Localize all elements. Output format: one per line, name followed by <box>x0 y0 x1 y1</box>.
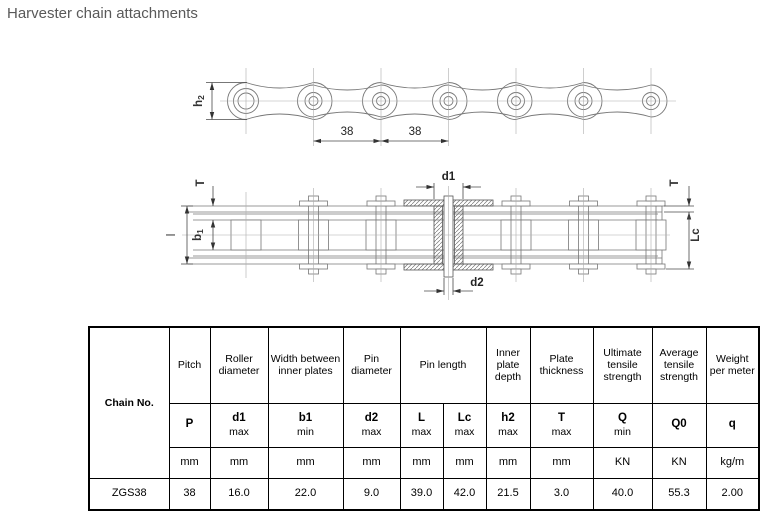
header-pin-length: Pin length <box>400 327 486 403</box>
side-view-centerlines <box>220 68 676 146</box>
chain-no-header: Chain No. <box>89 327 169 478</box>
spec-table <box>88 326 760 511</box>
T-right-label: T <box>669 179 681 187</box>
page-title: Harvester chain attachments <box>7 5 198 22</box>
chain-plan-view <box>182 186 670 300</box>
svg-text:h2: h2 <box>193 95 206 107</box>
header-pin-diameter: Pin diameter <box>343 327 400 403</box>
value-T: 3.0 <box>530 478 593 510</box>
value-h2: 21.5 <box>486 478 530 510</box>
value-Q: 40.0 <box>593 478 652 510</box>
dim-d2 <box>424 277 484 295</box>
dim-Lc <box>666 212 702 269</box>
pitch-dim-2: 38 <box>408 126 422 138</box>
symbol-d2: d2 max <box>343 403 400 447</box>
header-width-between-inner-plates: Width between inner plates <box>268 327 343 403</box>
pitch-dim-1: 38 <box>340 126 354 138</box>
value-width: 22.0 <box>268 478 343 510</box>
dim-T-left <box>195 179 215 206</box>
h2-label: h <box>193 99 205 107</box>
symbol-T: T max <box>530 403 593 447</box>
unit-T: mm <box>530 447 593 478</box>
symbol-L: L max <box>400 403 443 447</box>
unit-roller-diameter: mm <box>210 447 268 478</box>
T-left-label: T <box>195 179 207 187</box>
l-label: l <box>166 233 178 237</box>
unit-h2: mm <box>486 447 530 478</box>
unit-Q: KN <box>593 447 652 478</box>
unit-Q0: KN <box>652 447 706 478</box>
header-ultimate-tensile-strength: Ultimate tensile strength <box>593 327 652 403</box>
value-q: 2.00 <box>706 478 759 510</box>
symbol-h2: h2 max <box>486 403 530 447</box>
dim-T-right <box>664 179 694 219</box>
unit-pin-diameter: mm <box>343 447 400 478</box>
symbol-Q0: Q0 <box>652 403 706 447</box>
value-Lc: 42.0 <box>443 478 486 510</box>
value-L: 39.0 <box>400 478 443 510</box>
Lc-label: Lc <box>690 228 702 242</box>
unit-L: mm <box>400 447 443 478</box>
header-average-tensile-strength: Average tensile strength <box>652 327 706 403</box>
value-roller-diameter: 16.0 <box>210 478 268 510</box>
d2-label: d2 <box>470 277 484 289</box>
d1-label: d1 <box>441 171 456 183</box>
header-roller-diameter: Roller diameter <box>210 327 268 403</box>
value-Q0: 55.3 <box>652 478 706 510</box>
header-inner-plate-depth: Inner plate depth <box>486 327 530 403</box>
unit-pitch: mm <box>169 447 210 478</box>
symbol-Lc: Lc max <box>443 403 486 447</box>
unit-Lc: mm <box>443 447 486 478</box>
svg-text:b1: b1 <box>192 229 205 241</box>
header-pitch: Pitch <box>169 327 210 403</box>
unit-width: mm <box>268 447 343 478</box>
symbol-b1: b1 min <box>268 403 343 447</box>
header-weight-per-meter: Weight per meter <box>706 327 759 403</box>
spec-table-container <box>88 326 760 511</box>
symbol-q: q <box>706 403 759 447</box>
value-pitch: 38 <box>169 478 210 510</box>
value-chain-no: ZGS38 <box>89 478 169 510</box>
value-pin-diameter: 9.0 <box>343 478 400 510</box>
unit-q: kg/m <box>706 447 759 478</box>
symbol-P: P <box>169 403 210 447</box>
table-row <box>89 478 759 510</box>
b1-label: b <box>192 233 204 241</box>
symbol-d1: d1 max <box>210 403 268 447</box>
symbol-Q: Q min <box>593 403 652 447</box>
header-plate-thickness: Plate thickness <box>530 327 593 403</box>
